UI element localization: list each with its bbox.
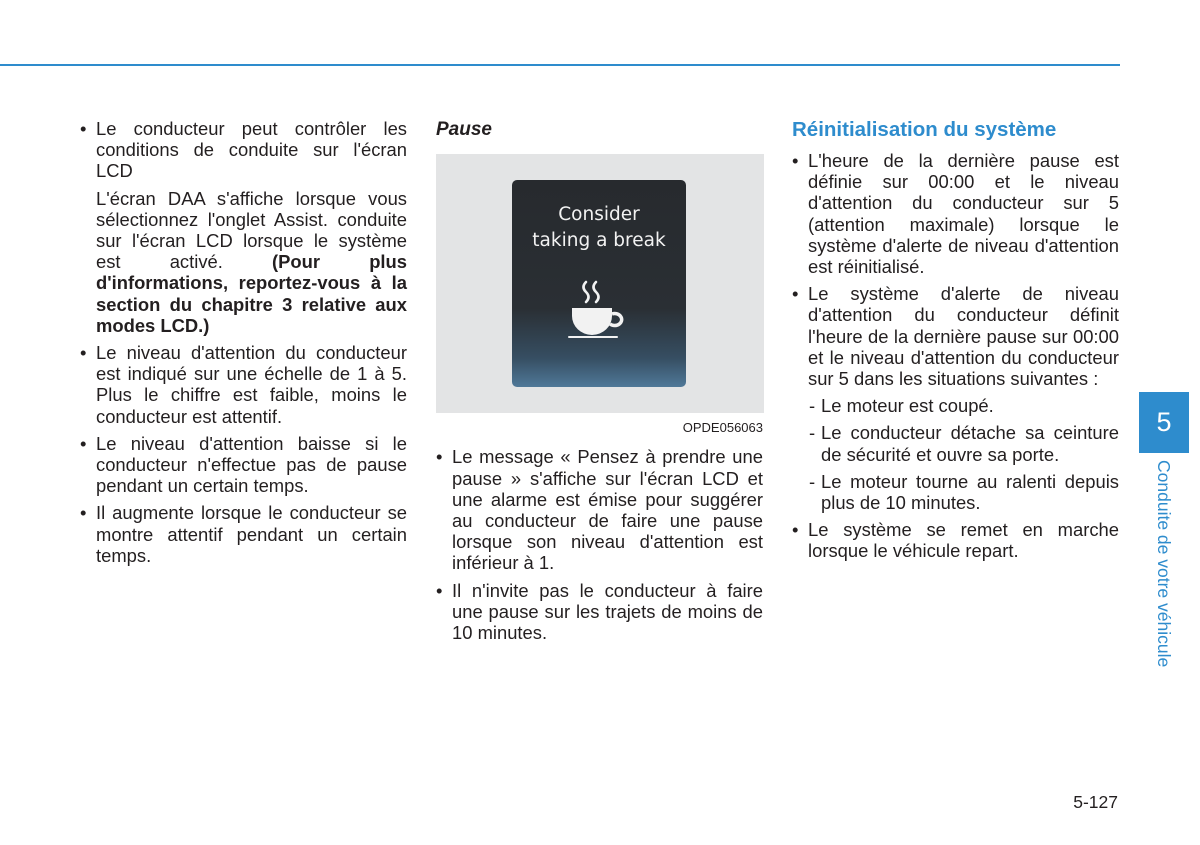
figure-code: OPDE056063	[682, 420, 763, 436]
column-3	[792, 118, 1119, 568]
paragraph	[80, 188, 407, 336]
paragraph-bold-note: (Pour plus d'informations, reportez-vous à la section du chapitre 3 relative aux modes LCD.)	[96, 251, 407, 336]
column-2	[436, 118, 763, 649]
sub-list-item-text: Le moteur est coupé.	[821, 395, 994, 417]
coffee-cup-icon	[566, 276, 632, 338]
section-heading-pause: Pause	[436, 119, 492, 140]
list-item-text: Il n'invite pas le conducteur à faire une pause sur les trajets de moins de 10 minutes.	[452, 579, 763, 644]
list-item-text: Le message « Pensez à prendre une pause » s'affiche sur l'écran LCD et une alarme est émise pour suggérer au conducteur de faire une pause lorsque son niveau d'attention est inférieur à 1.	[452, 446, 763, 574]
chapter-number: 5	[1156, 407, 1172, 437]
paragraph-text: L'écran DAA s'affiche lorsque vous sélectionnez l'onglet Assist. conduite sur l'écran LCD lorsque le système est activé.	[96, 187, 407, 273]
list-item-text: Le système se remet en marche lorsque le véhicule repart.	[808, 519, 1119, 562]
list-item	[80, 342, 407, 427]
list-item	[80, 502, 407, 566]
list-item	[792, 150, 1119, 277]
chapter-tab	[1139, 392, 1189, 453]
figure-lcd-screen	[436, 154, 764, 413]
column-1	[80, 118, 407, 572]
sub-list-item	[792, 422, 1119, 464]
list-item	[792, 283, 1119, 389]
dash-mark: -	[809, 395, 816, 417]
list-item-text: Le niveau d'attention du conducteur est indiqué sur une échelle de 1 à 5. Plus le chiffre est faible, moins le conducteur est attentif.	[96, 342, 407, 427]
list-item	[80, 433, 407, 497]
section-heading-reset: Réinitialisation du système	[792, 118, 1057, 141]
list-item-text: Il augmente lorsque le conducteur se montre attentif pendant un certain temps.	[96, 502, 407, 566]
lcd-message	[512, 202, 686, 254]
page-number: 5-127	[1073, 792, 1118, 812]
header-rule	[0, 64, 1120, 66]
chapter-title: Conduite de votre véhicule	[1154, 460, 1174, 668]
list-item	[80, 118, 407, 182]
sub-list-item	[792, 395, 1119, 416]
list-item-text: Le niveau d'attention baisse si le conducteur n'effectue pas de pause pendant un certain temps.	[96, 432, 407, 497]
sub-list-item-text: Le conducteur détache sa ceinture de sécurité et ouvre sa porte.	[821, 422, 1119, 465]
list-item-text: Le système d'alerte de niveau d'attention du conducteur définit l'heure de la dernière pause sur 00:00 et le niveau d'attention du conducteur sur 5 dans les situations suivantes :	[808, 283, 1119, 390]
dash-mark: -	[809, 422, 816, 444]
lcd-message-line-2: taking a break	[532, 230, 666, 252]
lcd-message-line-1: Consider	[558, 204, 640, 226]
list-item-text: L'heure de la dernière pause est définie sur 00:00 et le niveau d'attention du conducteur sur 5 (attention maximale) lorsque le système d'alerte de niveau d'attention est réinitialisé.	[808, 150, 1119, 278]
list-item	[792, 519, 1119, 561]
list-item-text: Le conducteur peut contrôler les conditions de conduite sur l'écran LCD	[96, 118, 407, 182]
dash-mark: -	[809, 470, 816, 492]
sub-list-item	[792, 471, 1119, 513]
list-item	[436, 580, 763, 644]
sub-list-item-text: Le moteur tourne au ralenti depuis plus de 10 minutes.	[821, 470, 1119, 514]
list-item	[436, 446, 763, 573]
lcd-screen	[512, 180, 686, 387]
